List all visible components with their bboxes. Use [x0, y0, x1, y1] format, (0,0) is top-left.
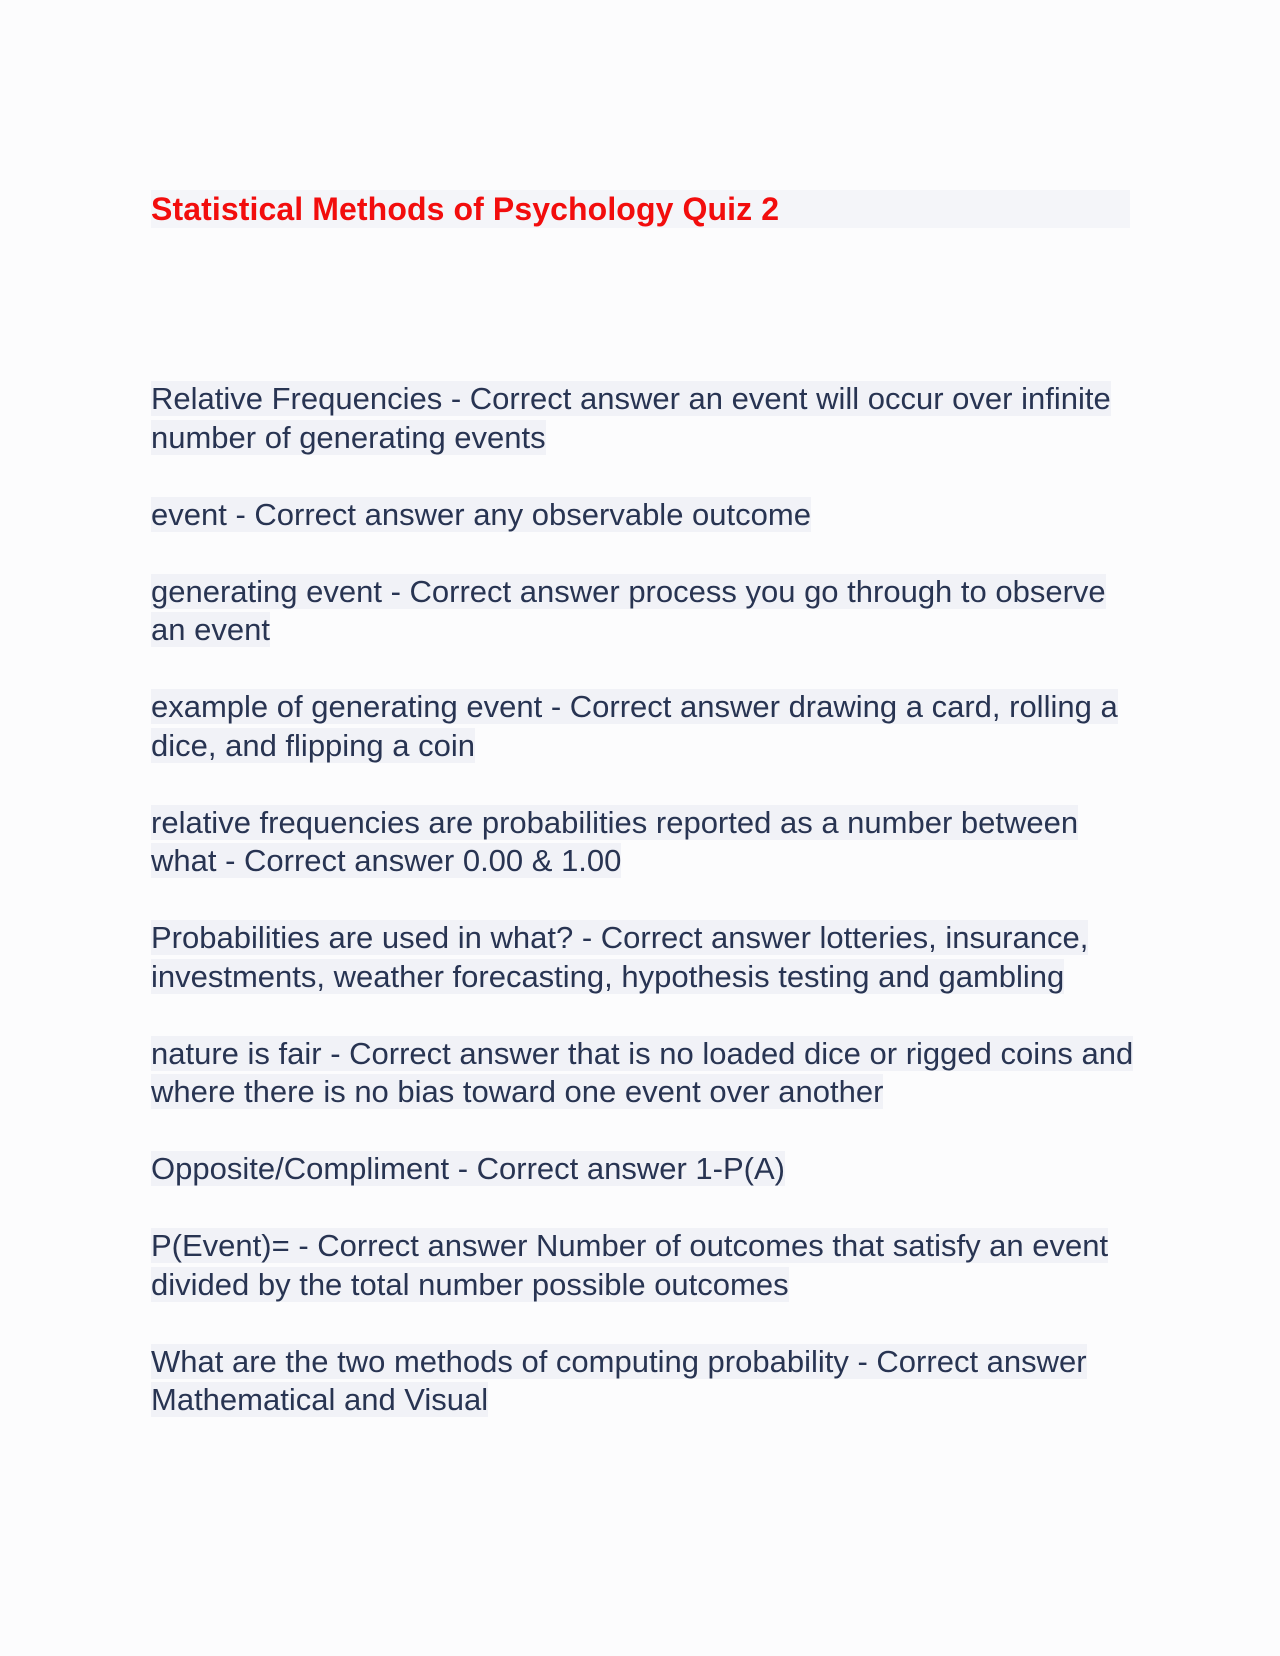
- qa-entry: [151, 380, 1136, 457]
- qa-answer: Mathematical and Visual: [151, 1382, 489, 1417]
- qa-answer: 1-P(A): [695, 1151, 785, 1186]
- qa-separator: - Correct answer: [442, 381, 689, 416]
- qa-separator: - Correct answer: [573, 920, 820, 955]
- qa-answer: any observable outcome: [473, 496, 811, 532]
- qa-separator: - Correct answer: [321, 1035, 568, 1071]
- qa-answer: that is no loaded dice or rigged coins and where there is no bias toward one event over another: [151, 1035, 1134, 1109]
- document-title: Statistical Methods of Psychology Quiz 2: [151, 191, 780, 227]
- qa-separator: - Correct answer: [542, 689, 789, 724]
- document-content: [151, 190, 1136, 1458]
- qa-answer: drawing a card, rolling a dice, and flipping a coin: [151, 689, 1118, 763]
- qa-entry: [151, 919, 1136, 996]
- qa-term: nature is fair: [151, 1035, 322, 1071]
- qa-term: Relative Frequencies: [151, 381, 443, 416]
- qa-entry: [151, 573, 1136, 650]
- title-bar: [151, 190, 1130, 228]
- qa-separator: - Correct answer: [289, 1228, 537, 1263]
- qa-entry: [151, 1227, 1136, 1304]
- qa-separator: - Correct answer: [848, 1343, 1087, 1379]
- qa-entry: [151, 1035, 1136, 1112]
- qa-separator: - Correct answer: [449, 1151, 696, 1186]
- qa-entry: [151, 496, 1136, 535]
- qa-term: event: [151, 496, 227, 532]
- qa-term: Probabilities are used in what?: [151, 920, 574, 955]
- qa-separator: - Correct answer: [226, 496, 474, 532]
- qa-answer: Number of outcomes that satisfy an event divided by the total number possible outcomes: [151, 1228, 1109, 1302]
- qa-term: example of generating event: [151, 689, 543, 724]
- qa-answer: 0.00 & 1.00: [462, 843, 622, 878]
- qa-term: P(Event)=: [151, 1228, 290, 1263]
- qa-entry: [151, 688, 1136, 765]
- qa-term: relative frequencies are probabilities reported as a number between what: [151, 804, 1079, 878]
- qa-term: generating event: [151, 573, 382, 609]
- qa-separator: - Correct answer: [216, 843, 463, 878]
- qa-answer: an event will occur over infinite number of generating events: [151, 381, 1111, 455]
- qa-entry: [151, 804, 1136, 881]
- qa-answer: lotteries, insurance, investments, weather forecasting, hypothesis testing and gambling: [151, 920, 1089, 994]
- qa-term: What are the two methods of computing probability: [151, 1343, 849, 1379]
- qa-term: Opposite/Compliment: [151, 1151, 450, 1186]
- qa-list: [151, 380, 1136, 1420]
- qa-entry: [151, 1150, 1136, 1189]
- qa-separator: - Correct answer: [381, 573, 629, 609]
- qa-answer: process you go through to observe an event: [151, 573, 1106, 647]
- qa-entry: [151, 1343, 1136, 1420]
